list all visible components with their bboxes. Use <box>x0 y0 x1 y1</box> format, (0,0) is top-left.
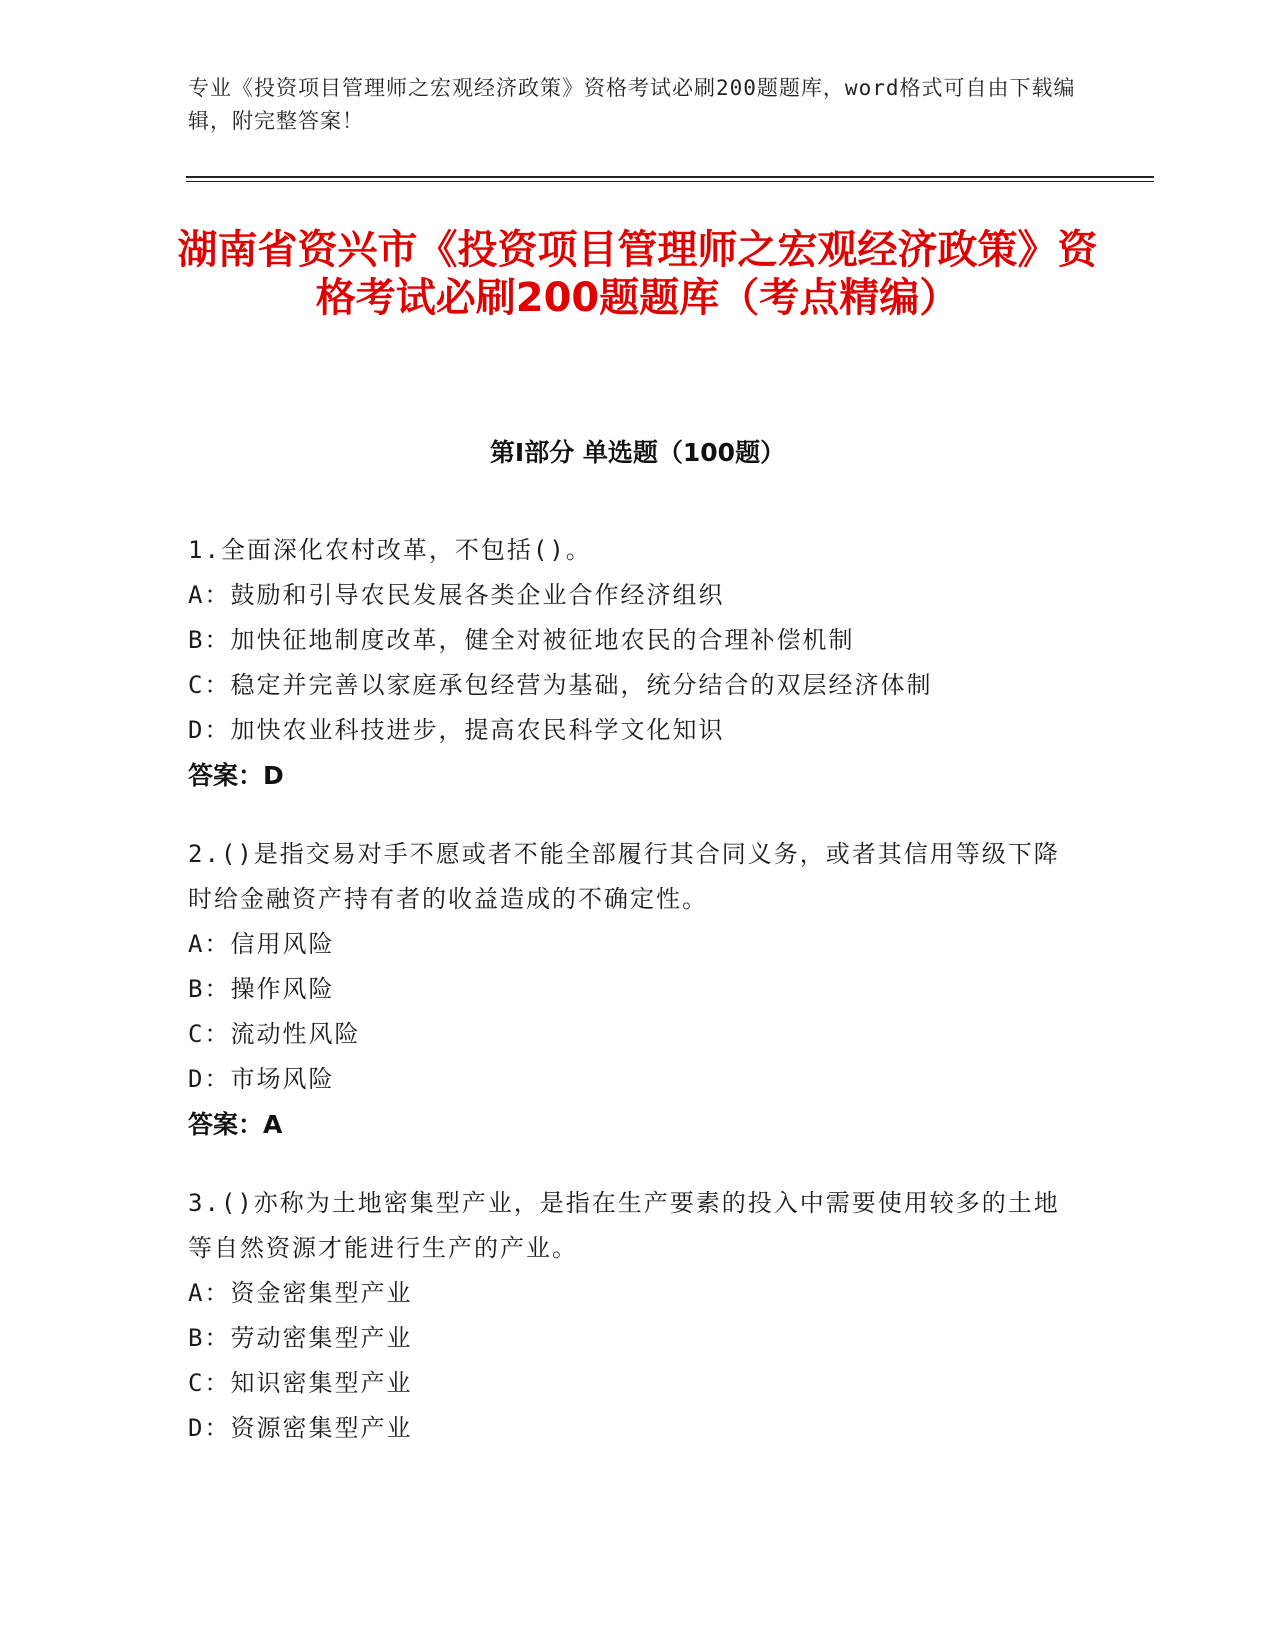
option-d: D：市场风险 <box>188 1065 335 1093</box>
option-b: B：劳动密集型产业 <box>188 1324 413 1352</box>
question-stem: 2.()是指交易对手不愿或者不能全部履行其合同义务，或者其信用等级下降时给金融资产持有者的收益造成的不确定性。 <box>188 840 1060 913</box>
question-2 <box>188 832 1068 1147</box>
header-note: 专业《投资项目管理师之宏观经济政策》资格考试必刷200题题库，word格式可自由下载编辑，附完整答案！ <box>188 76 1076 133</box>
question-3 <box>188 1181 1068 1451</box>
option-c: C：知识密集型产业 <box>188 1369 413 1397</box>
option-c: C：稳定并完善以家庭承包经营为基础，统分结合的双层经济体制 <box>188 671 933 699</box>
header-divider-thick <box>186 176 1154 178</box>
document-title: 湖南省资兴市《投资项目管理师之宏观经济政策》资格考试必刷200题题库（考点精编） <box>177 227 1098 321</box>
section-title: 第I部分 单选题（100题） <box>489 438 786 467</box>
option-d: D：资源密集型产业 <box>188 1414 413 1442</box>
question-1 <box>188 528 1068 798</box>
option-d: D：加快农业科技进步，提高农民科学文化知识 <box>188 716 725 744</box>
question-list <box>188 528 1068 1485</box>
question-stem: 1.全面深化农村改革，不包括()。 <box>188 536 592 564</box>
question-stem: 3.()亦称为土地密集型产业，是指在生产要素的投入中需要使用较多的土地等自然资源才能进行生产的产业。 <box>188 1189 1060 1262</box>
option-a: A：鼓励和引导农民发展各类企业合作经济组织 <box>188 581 725 609</box>
option-c: C：流动性风险 <box>188 1020 361 1048</box>
answer: 答案：A <box>188 1110 283 1139</box>
header-divider-thin <box>186 181 1154 182</box>
option-a: A：信用风险 <box>188 930 335 958</box>
option-a: A：资金密集型产业 <box>188 1279 413 1307</box>
option-b: B：加快征地制度改革，健全对被征地农民的合理补偿机制 <box>188 626 855 654</box>
answer: 答案：D <box>188 761 284 790</box>
option-b: B：操作风险 <box>188 975 335 1003</box>
